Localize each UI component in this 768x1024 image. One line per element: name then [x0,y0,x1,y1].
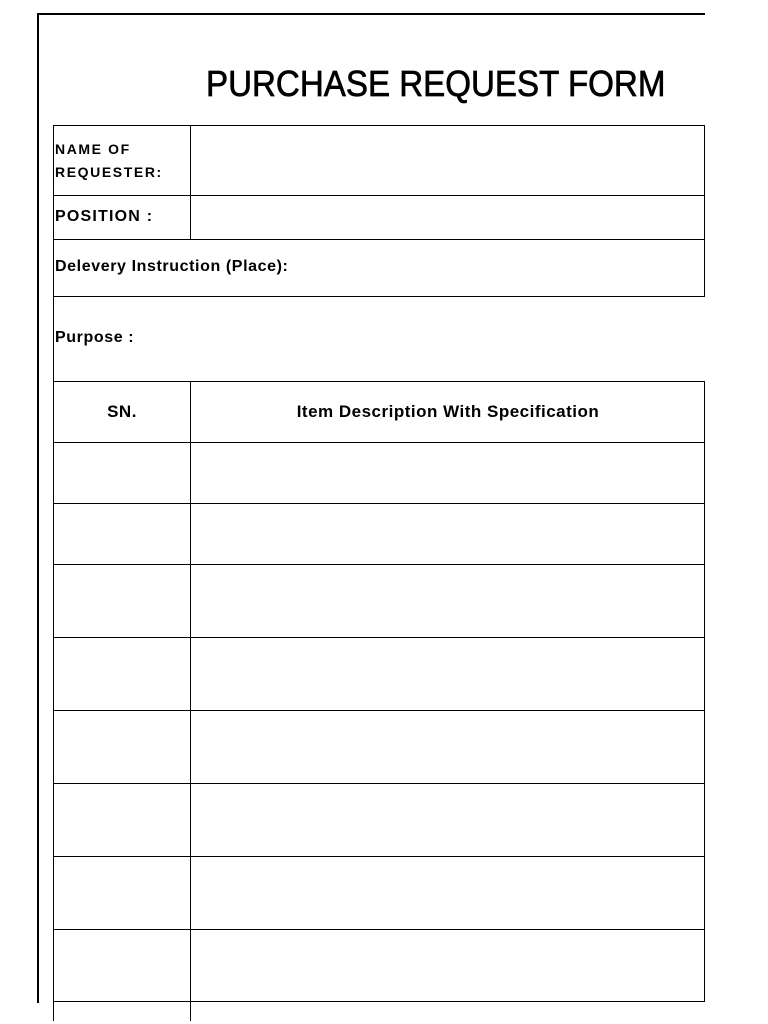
form-title: PURCHASE REQUEST FORM [206,63,666,104]
sheet-left-border [37,13,39,1003]
item-sn-cell[interactable] [54,443,190,503]
description-header: Item Description With Specification [296,402,600,421]
item-sn-cell[interactable] [54,784,190,856]
position-label: POSITION : [55,208,154,225]
item-description-cell[interactable] [191,638,705,710]
name-label-line1: NAME OF [55,141,131,157]
item-sn-cell[interactable] [54,565,190,637]
item-description-cell[interactable] [191,784,705,856]
purpose-label: Purpose : [55,329,135,346]
divider [53,1001,713,1002]
item-sn-cell[interactable] [54,857,190,929]
item-sn-cell[interactable] [54,711,190,783]
item-description-cell[interactable] [191,565,705,637]
item-description-cell[interactable] [191,504,705,564]
delivery-label: Delevery Instruction (Place): [55,258,289,275]
name-field[interactable] [191,126,705,195]
name-label [55,138,163,184]
item-description-cell[interactable] [191,443,705,503]
sheet-top-border [37,13,705,15]
divider [704,381,705,1001]
delivery-field[interactable] [310,240,705,296]
item-description-cell[interactable] [191,930,705,1001]
name-label-line2: REQUESTER: [55,164,163,180]
item-sn-cell[interactable] [54,638,190,710]
divider [53,296,54,382]
item-description-cell[interactable] [191,857,705,929]
divider [704,125,705,297]
sn-header: SN. [107,402,137,421]
purpose-field[interactable] [160,300,705,378]
item-description-cell[interactable] [191,711,705,783]
item-sn-cell[interactable] [54,504,190,564]
page-margin [705,0,768,1024]
item-sn-cell[interactable] [54,930,190,1001]
position-field[interactable] [191,196,705,239]
